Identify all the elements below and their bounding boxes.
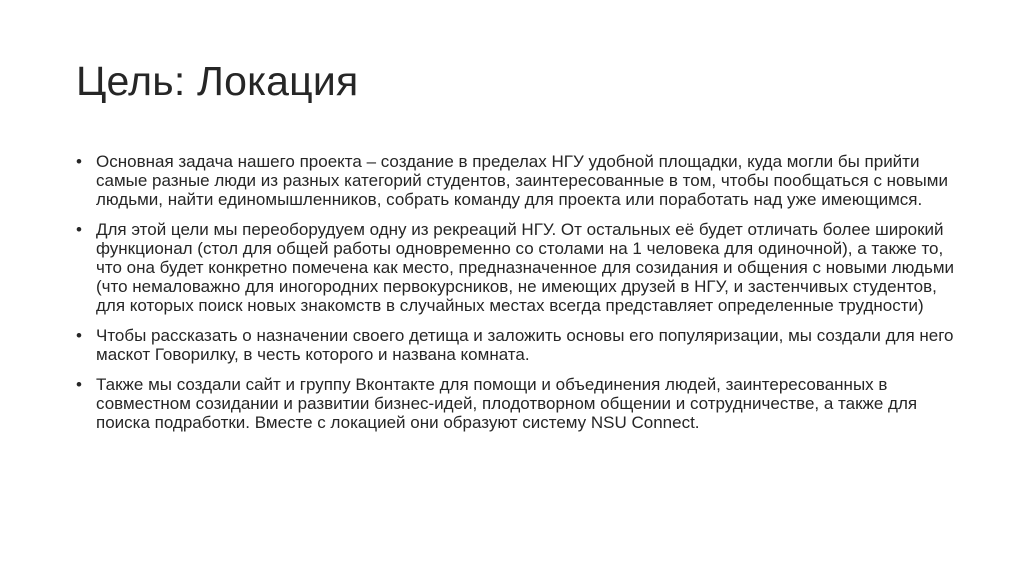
bullet-item <box>76 375 966 432</box>
bullet-text: Для этой цели мы переоборудуем одну из рекреаций НГУ. От остальных её будет отличать более широкий функционал (стол для общей работы одновременно со столами на 1 человека для одиночной), а также то, что она будет конкретно помечена как место, предназначенное для созидания и общения с новыми людьми (что немаловажно для иногородних первокурсников, не имеющих друзей в НГУ, и застенчивых студентов, для которых поиск новых знакомств в случайных местах всегда представляет определенные трудности) <box>96 220 955 315</box>
bullet-marker: • <box>76 220 82 239</box>
bullet-text: Также мы создали сайт и группу Вконтакте для помощи и объединения людей, заинтересованных в совместном созидании и развитии бизнес-идей, плодотворном общении и сотрудничестве, а также для поиска подработки. Вместе с локацией они образуют систему NSU Connect. <box>96 375 918 432</box>
slide-title: Цель: Локация <box>76 58 359 104</box>
bullet-marker: • <box>76 326 82 345</box>
bullet-item <box>76 220 966 315</box>
bullet-item <box>76 152 966 209</box>
bullet-text: Чтобы рассказать о назначении своего детища и заложить основы его популяризации, мы создали для него маскот Говорилку, в честь которого и названа комната. <box>96 326 954 364</box>
bullet-marker: • <box>76 375 82 394</box>
bullet-item <box>76 326 966 364</box>
bullet-list <box>76 152 966 443</box>
bullet-text: Основная задача нашего проекта – создание в пределах НГУ удобной площадки, куда могли бы прийти самые разные люди из разных категорий студентов, заинтересованные в том, чтобы пообщаться с новыми людьми, найти единомышленников, собрать команду для проекта или поработать над уже имеющимся. <box>96 152 948 209</box>
bullet-marker: • <box>76 152 82 171</box>
